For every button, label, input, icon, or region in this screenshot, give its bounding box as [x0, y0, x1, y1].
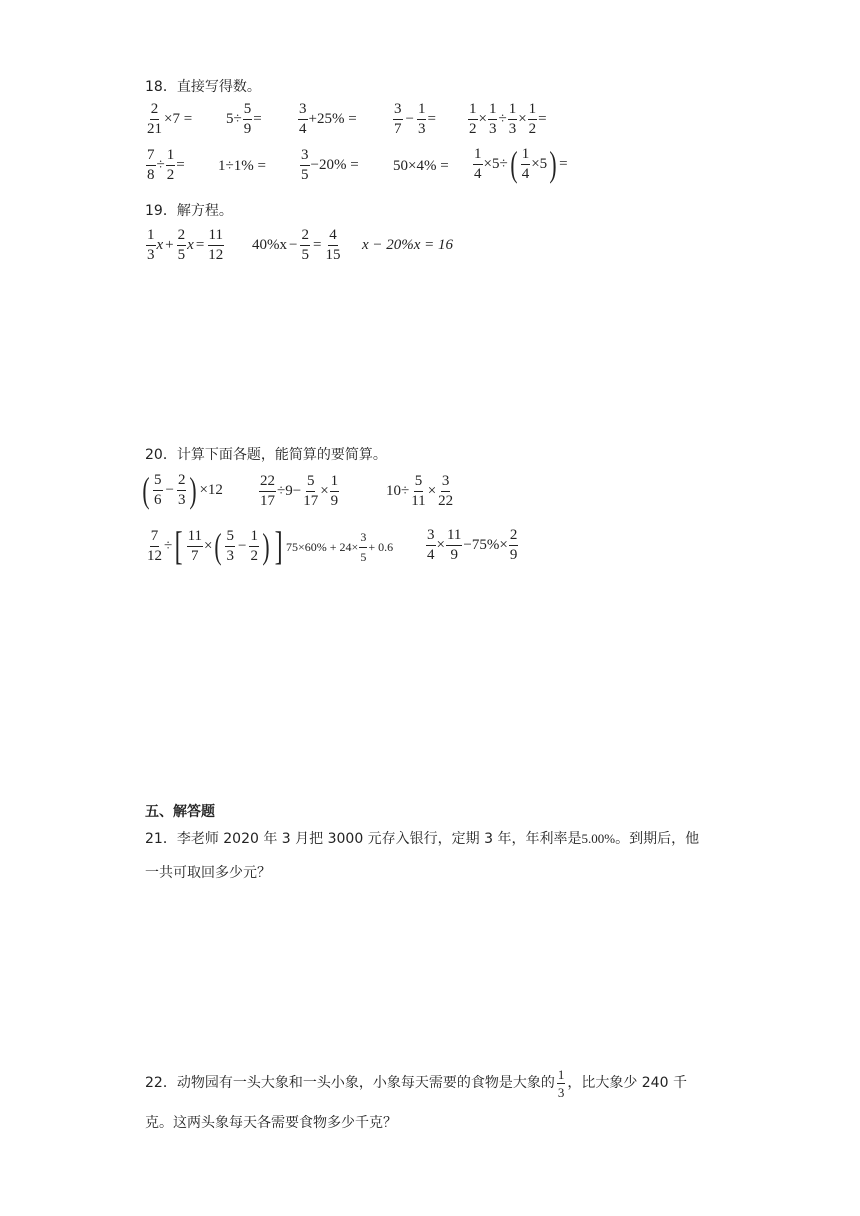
q19-eq3: x − 20%x = 16	[362, 237, 454, 253]
fraction: $\frac{2}{21}$	[147, 101, 162, 137]
q18-r1-e5: $\frac{1}{2}$ × $\frac{1}{3}$ ÷ $\frac{1}{3}$ × $\frac{1}{2}$ =	[469, 101, 547, 137]
q18-r2-e3: 3 5 −20% =	[301, 147, 359, 183]
q18-r1-e4: 3 7 − $\frac{1}{3}$ =	[394, 101, 436, 137]
q20-r2-e2: 75×60% + 24× $\frac{3}{5}$ + 0.6	[286, 530, 394, 564]
q19-title: 19．解方程。	[145, 203, 233, 219]
q21-line2: 一共可取回多少元？	[145, 865, 271, 881]
q22-line2: 克。这两头象每天各需要食物多少千克？	[145, 1115, 397, 1131]
q19-eq2: 40%x − $\frac{2}{5}$ = $\frac{4}{15}$	[252, 227, 341, 263]
q18-r1-e1: $\frac{2}{21}$ ×7 =	[147, 101, 193, 137]
interest-rate: 5.00%	[581, 831, 616, 846]
q20-r2-e3: $\frac{3}{4}$ × $\frac{11}{9}$ −75%× $\frac{2}{9}$	[427, 527, 518, 563]
q21-line1: 21．李老师 2020 年 3 月把 3000 元存入银行，定期 3 年，年利率是5.00%。到期后，他	[145, 831, 700, 847]
right-paren: )	[549, 144, 557, 184]
q22-line1: 22．动物园有一头大象和一头小象，小象每天需要的食物是大象的 $\frac{1}{3}$ ，比大象少 240 千	[145, 1066, 687, 1100]
q20-r1-e2: $\frac{22}{17}$ ÷9− $\frac{5}{17}$ × $\frac{1}{9}$	[260, 473, 339, 509]
q18-r1-e2: 5÷ $\frac{5}{9}$ =	[226, 101, 262, 137]
q18-r2-e4: 50×4% =	[393, 158, 449, 174]
q20-r1-e3: 10÷ $\frac{5}{11}$ × $\frac{3}{22}$	[386, 473, 454, 509]
q19-eq1: 1 3 x + $\frac{2}{5}$ x = $\frac{11}{12}$	[147, 227, 224, 263]
q18-r2-e2: 1÷1% =	[218, 158, 266, 174]
q18-r2-e5: $\frac{1}{4}$ ×5÷ ( $\frac{1}{4}$ ×5 ) =	[474, 144, 568, 184]
q18-title: 18．直接写得数。	[145, 79, 261, 95]
q18-r1-e3: 3 4 +25% =	[299, 101, 357, 137]
q20-r2-e1: $\frac{7}{12}$ ÷ [ $\frac{11}{7}$ × ( 5 3 − $\frac{1}{2}$ ) ]	[147, 523, 283, 568]
left-paren: (	[510, 144, 518, 184]
q20-title: 20．计算下面各题，能简算的要简算。	[145, 447, 387, 463]
section-title: 五、解答题	[145, 804, 215, 820]
q18-r2-e1: $\frac{7}{8}$ ÷ $\frac{1}{2}$ =	[147, 147, 185, 183]
q20-r1-e1: ( 5 6 − $\frac{2}{3}$ ) ×12	[142, 470, 223, 510]
